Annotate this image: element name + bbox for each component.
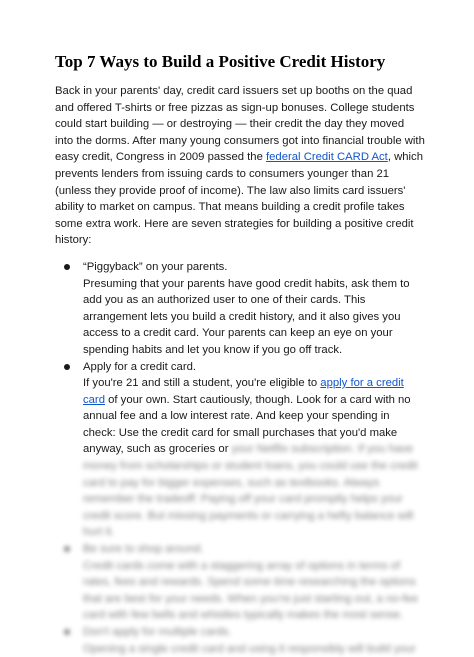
list-item-heading: Apply for a credit card.: [83, 360, 197, 373]
document-page: [55, 52, 425, 657]
list-item-body: Presuming that your parents have good credit habits, ask them to add you as an authorized user to one of their cards. This arrangement lets you build a credit history, and it also gives you access to a credit card. Your parents can keep an eye on your spending habits and let you know if you go off track.: [83, 277, 410, 356]
blurred-text: your Netflix subscription. If you have money from scholarships or student loans, you could use the credit card to pay for bigger expenses, such as textbooks. Always remember the tradeoff: Paying off your card promptly helps your credit score. But missing payments or carrying a hefty balance will hurt it.: [83, 443, 418, 539]
strategy-list: [55, 259, 425, 657]
list-item-text: [83, 541, 425, 624]
intro-text-part1: Back in your parents' day, credit card issuers set up booths on the quad and offered T-shirts or free pizzas as sign-up bonuses. College students could start building — or destroying — their credit the day they moved into the dorms. After many young consumers got into financial trouble with easy credit, Congress in 2009 passed the: [55, 85, 425, 164]
credit-card-act-link[interactable]: federal Credit CARD Act: [266, 151, 388, 164]
list-item: [55, 259, 425, 359]
list-item: [55, 541, 425, 624]
bullet-icon: [64, 364, 70, 370]
bullet-icon: [64, 546, 70, 552]
list-item-text: [83, 624, 425, 657]
list-item: [55, 624, 425, 657]
list-item: [55, 359, 425, 542]
bullet-icon: [64, 264, 70, 270]
intro-text-part2: , which prevents lenders from issuing cards to consumers younger than 21 (unless they provide proof of income). The law also limits card issuers' ability to market on campus. That means building a credit profile takes some extra work. Here are seven strategies for building a positive credit history:: [55, 151, 423, 247]
apply-credit-card-link[interactable]: apply for a credit card: [83, 377, 404, 406]
list-item-heading: Be sure to shop around.: [83, 543, 204, 556]
list-item-body: Credit cards come with a staggering array of options in terms of rates, fees and rewards. Spend some time researching the options that are best for your needs. When you're just starting out, a no-fee card with few bells and whistles typically makes the most sense.: [83, 559, 418, 622]
list-item-heading: Don't apply for multiple cards.: [83, 626, 232, 638]
list-item-heading: “Piggyback” on your parents.: [83, 260, 228, 273]
list-item-body: of your own. Start cautiously, though. Look for a card with no annual fee and a low interest rate. And keep your spending in check: Use the credit card for small purchases that you'd make anyway, such as groceries or: [83, 393, 411, 456]
page-title: Top 7 Ways to Build a Positive Credit History: [55, 52, 386, 71]
bullet-icon: [64, 629, 70, 635]
list-item-body: If you're 21 and still a student, you're eligible to: [83, 377, 321, 390]
list-item-text: [83, 259, 425, 359]
list-item-body: Opening a single credit card and using it responsibly will build your: [83, 642, 416, 655]
intro-paragraph: [55, 83, 425, 249]
list-item-text: [83, 359, 425, 542]
